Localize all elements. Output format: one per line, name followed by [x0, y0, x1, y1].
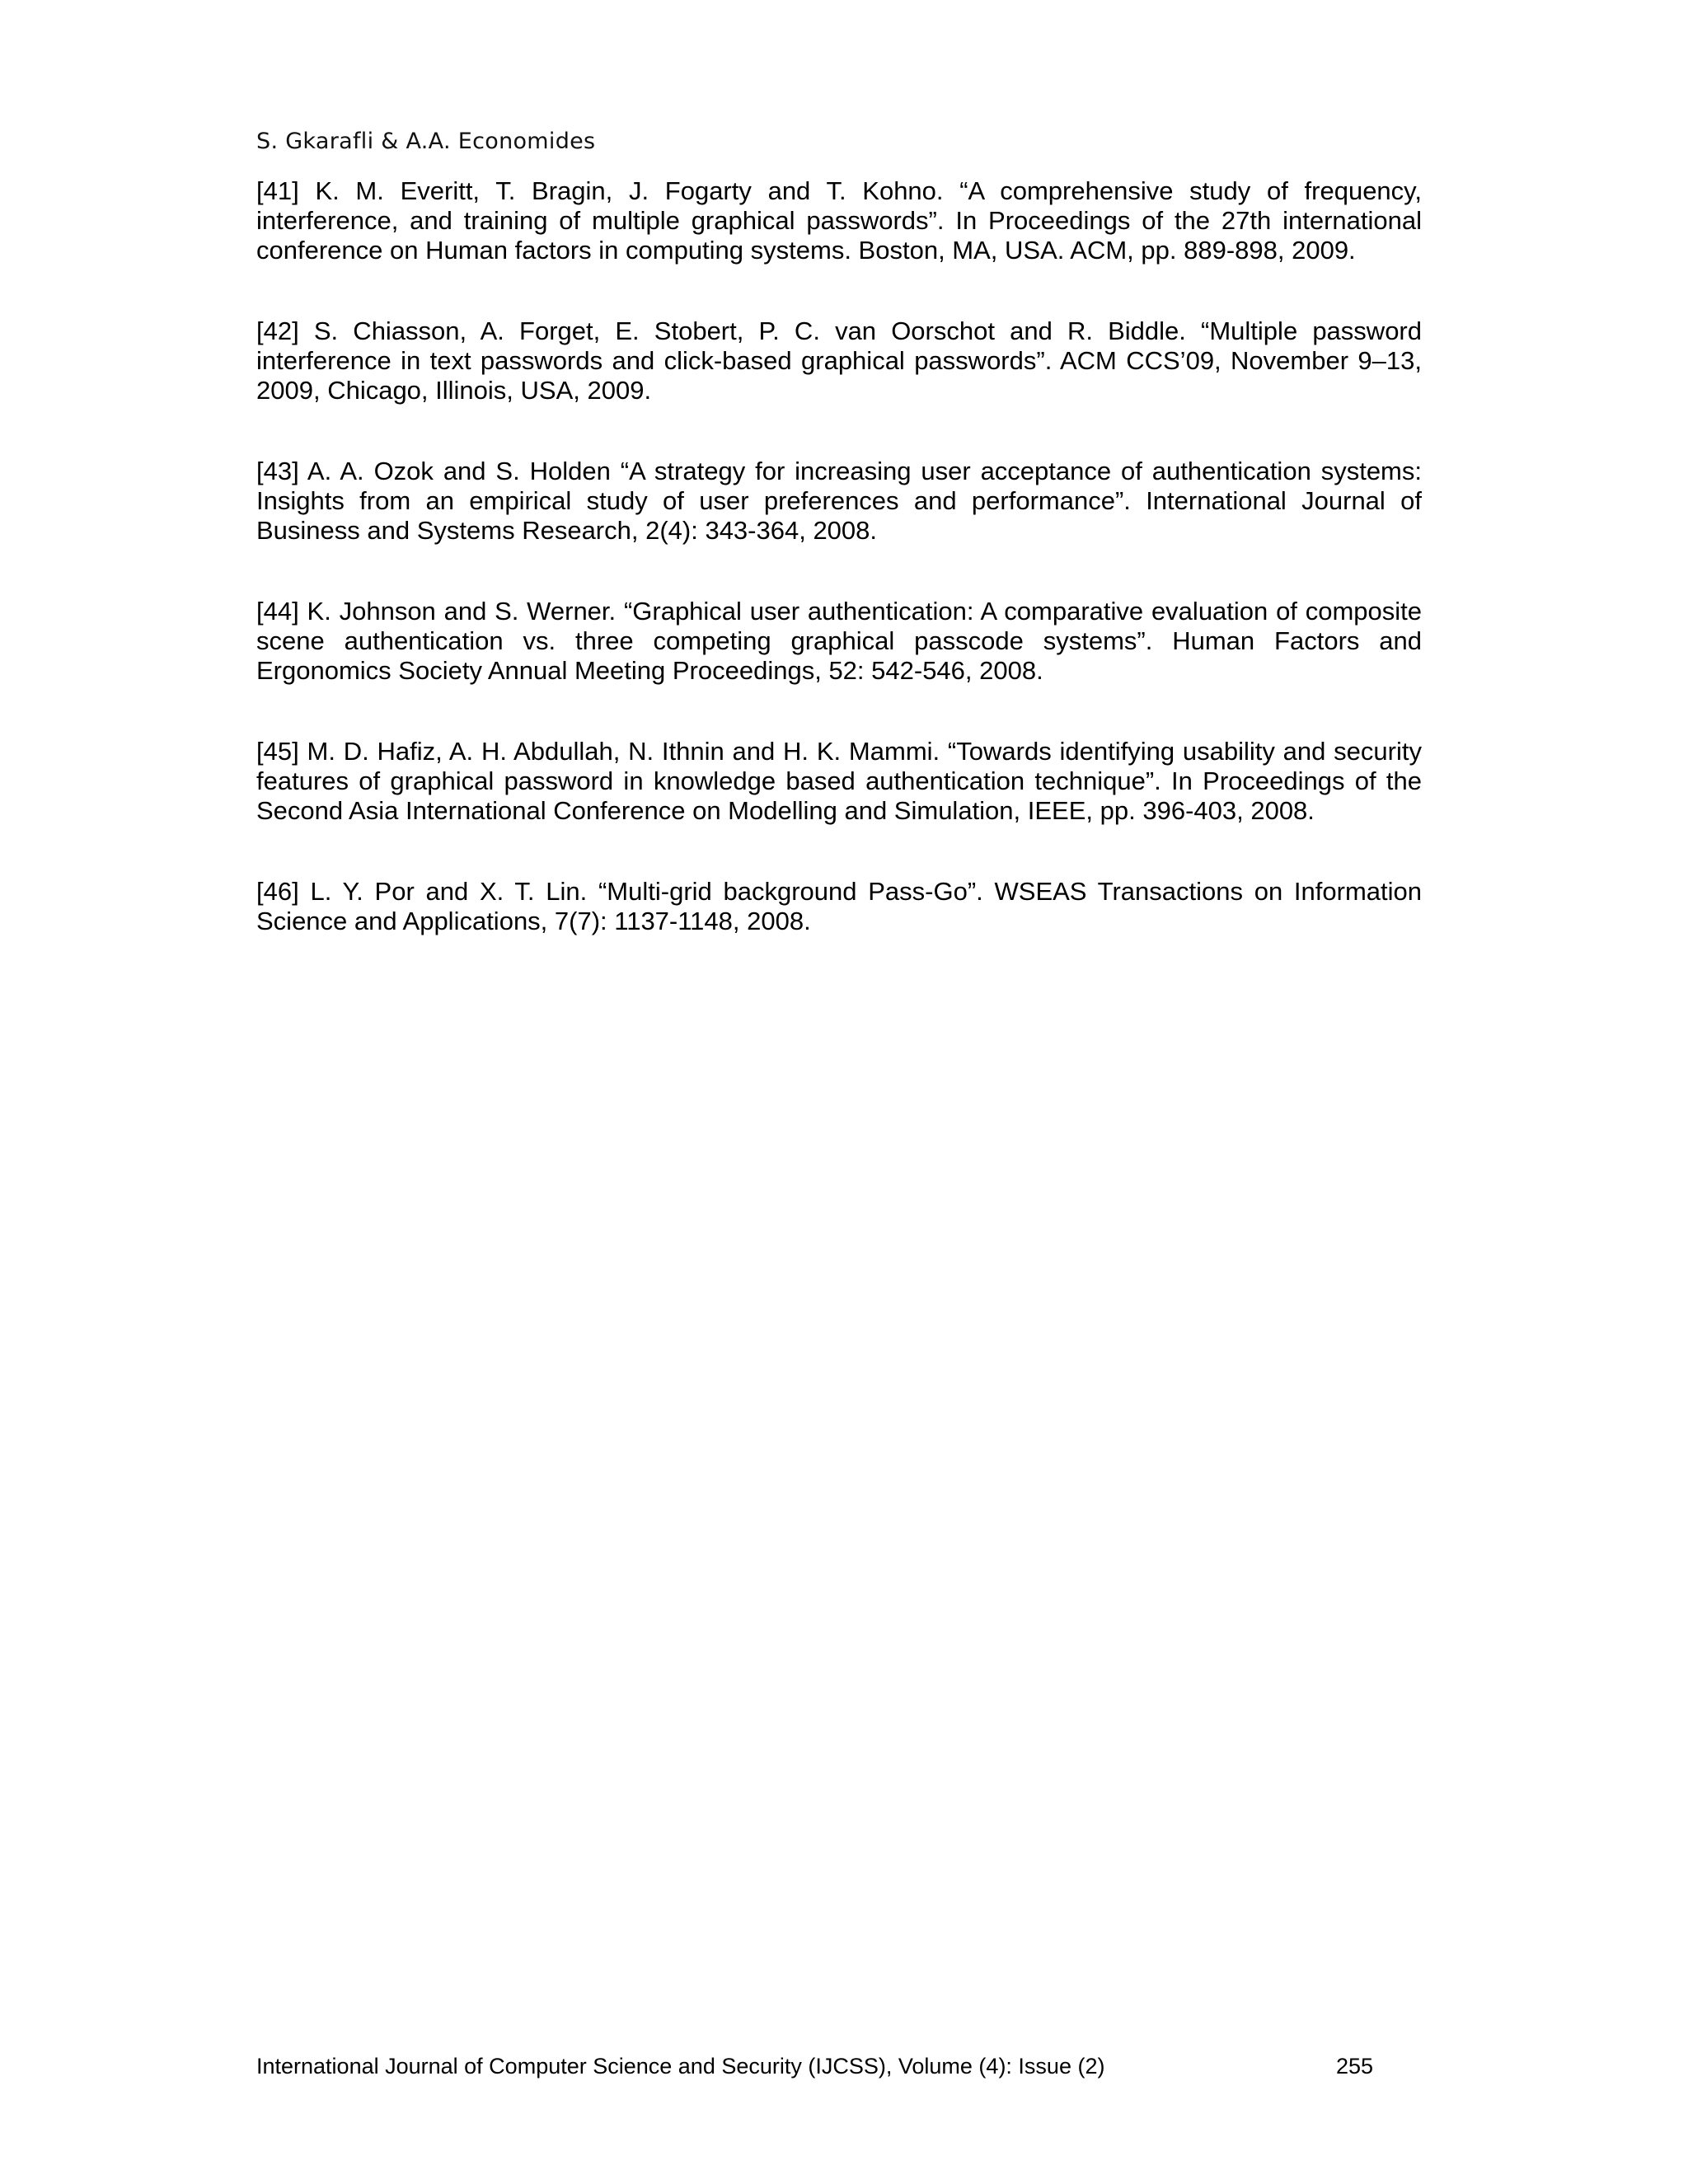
- reference-41: [256, 176, 1422, 265]
- reference-text: S. Chiasson, A. Forget, E. Stobert, P. C. van Oorschot and R. Biddle. “Multiple password interference in text passwords and click-based graphical passwords”. ACM CCS’09, November 9–13, 2009, Chicago, Illinois, USA, 2009.: [256, 316, 1422, 405]
- reference-number: [46]: [256, 877, 299, 906]
- reference-number: [42]: [256, 316, 299, 345]
- footer-journal-citation: International Journal of Computer Science and Security (IJCSS), Volume (4): Issue (2): [256, 2054, 1105, 2079]
- reference-number: [45]: [256, 737, 299, 766]
- reference-44: [256, 597, 1422, 686]
- reference-43: [256, 457, 1422, 546]
- reference-text: M. D. Hafiz, A. H. Abdullah, N. Ithnin and H. K. Mammi. “Towards identifying usability and security features of graphical password in knowledge based authentication technique”. In Proceedings of the Second Asia International Conference on Modelling and Simulation, IEEE, pp. 396-403, 2008.: [256, 737, 1422, 825]
- reference-text: K. M. Everitt, T. Bragin, J. Fogarty and T. Kohno. “A comprehensive study of frequency, interference, and training of multiple graphical passwords”. In Proceedings of the 27th international conference on Human factors in computing systems. Boston, MA, USA. ACM, pp. 889-898, 2009.: [256, 176, 1422, 265]
- reference-text: L. Y. Por and X. T. Lin. “Multi-grid background Pass-Go”. WSEAS Transactions on Information Science and Applications, 7(7): 1137-1148, 2008.: [256, 877, 1422, 935]
- reference-text: K. Johnson and S. Werner. “Graphical user authentication: A comparative evaluation of composite scene authentication vs. three competing graphical passcode systems”. Human Factors and Ergonomics Society Annual Meeting Proceedings, 52: 542-546, 2008.: [256, 597, 1422, 685]
- reference-46: [256, 877, 1422, 936]
- reference-42: [256, 316, 1422, 405]
- reference-number: [41]: [256, 176, 299, 205]
- footer-page-number: 255: [1336, 2054, 1374, 2079]
- reference-number: [43]: [256, 457, 299, 485]
- running-header-authors: S. Gkarafli & A.A. Economides: [256, 129, 596, 154]
- reference-number: [44]: [256, 597, 299, 626]
- reference-text: A. A. Ozok and S. Holden “A strategy for increasing user acceptance of authentication systems: Insights from an empirical study of user preferences and performance”. International Journal of Business and Systems Research, 2(4): 343-364, 2008.: [256, 457, 1422, 545]
- reference-45: [256, 737, 1422, 826]
- reference-list: [256, 176, 1422, 987]
